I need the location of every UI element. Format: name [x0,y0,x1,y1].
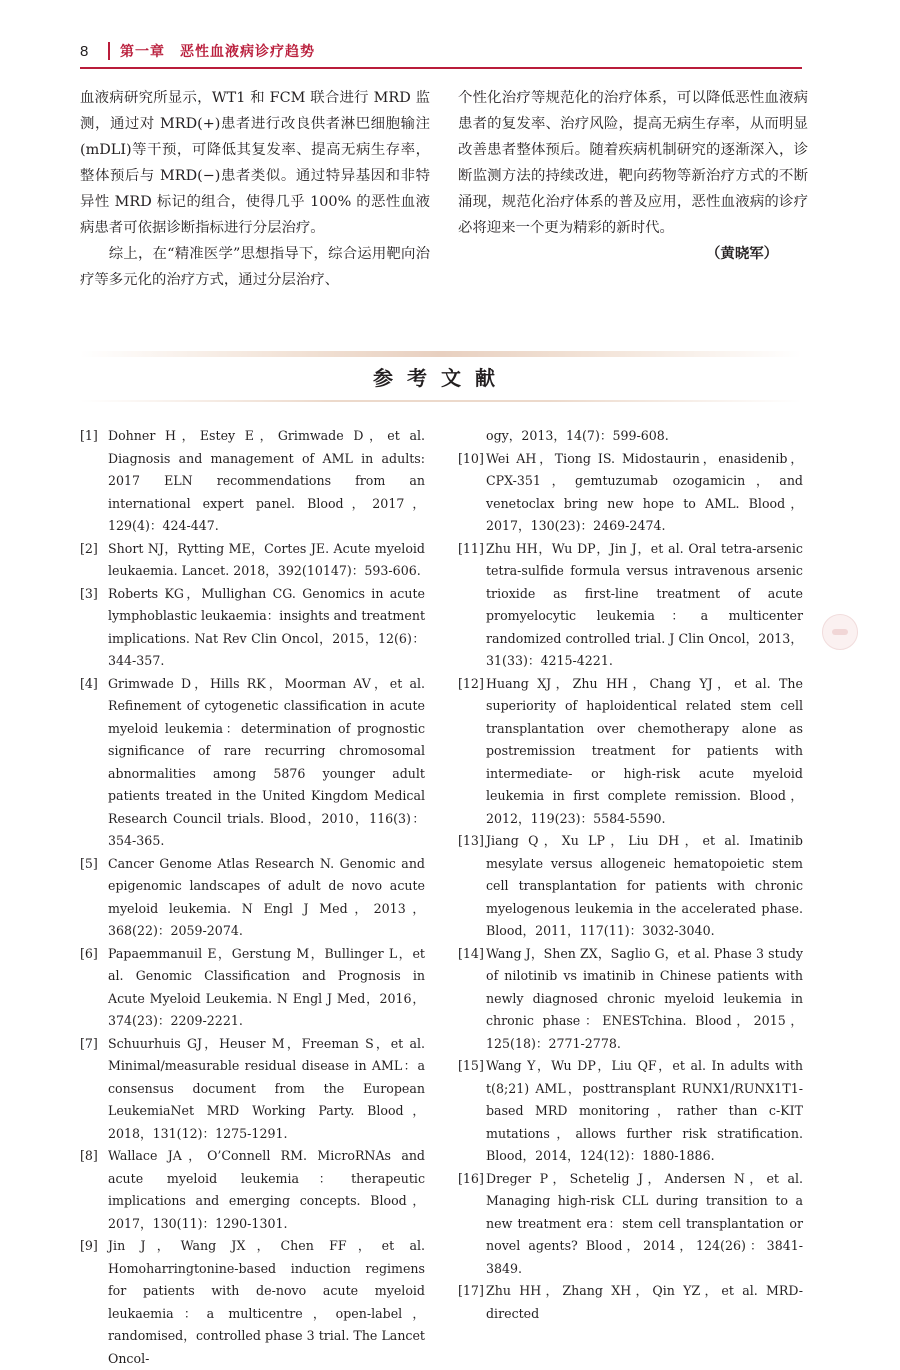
reference-text: Wang J，Shen ZX，Saglio G，et al. Phase 3 study of nilotinib vs imatinib in Chinese patients with newly diagnosed chronic myeloid leukemia in chronic phase：ENESTchina. Blood，2015，125(18)：2771-2778. [486,945,803,1051]
reference-text: Wei AH，Tiong IS. Midostaurin，enasidenib，CPX-351，gemtuzumab ozogamicin，and venetoclax bring new hope to AML. Blood，2017，130(23)：2469-2474. [486,450,803,533]
reference-number: [16] [458,1170,484,1186]
reference-number: [4] [80,675,98,691]
body-column-left [80,85,430,293]
reference-text: Huang XJ，Zhu HH，Chang YJ，et al. The superiority of haploidentical related stem cell transplantation over chemotherapy alone as postremission treatment for patients with intermediate- or high-risk acute myeloid leukemia in first complete remission. Blood，2012，119(23)：5584-5590. [486,675,803,826]
reference-number: [13] [458,833,484,848]
reference-item [80,853,425,943]
reference-item [458,830,803,943]
reference-number: [11] [458,540,484,556]
reference-text: Zhu HH，Zhang XH，Qin YZ，et al. MRD-directed [486,1283,803,1321]
reference-item [80,1235,425,1370]
body-column-right [458,85,808,267]
reference-text: Grimwade D，Hills RK，Moorman AV，et al. Refinement of cytogenetic classification in acute myeloid leukemia：determination of prognostic significance of rare recurring chromosomal abnormalities among 5876 younger adult patients treated in the United Kingdom Medical Research Council trials. Blood，2010，116(3)：354-365. [108,675,425,848]
reference-text: Papaemmanuil E，Gerstung M，Bullinger L，et al. Genomic Classification and Prognosis in Acute Myeloid Leukemia. N Engl J Med，2016，374(23)：2209-2221. [108,945,425,1028]
reference-text: Cancer Genome Atlas Research N. Genomic and epigenomic landscapes of adult de novo acute myeloid leukemia. N Engl J Med，2013，368(22)：2059-2074. [108,855,425,938]
reference-number: [9] [80,1238,98,1253]
reference-number: [3] [80,585,98,601]
reference-number: [8] [80,1148,98,1163]
author-signature: （黄晓军） [706,245,778,262]
body-paragraph: 血液病研究所显示，WT1 和 FCM 联合进行 MRD 监测，通过对 MRD(+)患者进行改良供者淋巴细胞输注(mDLI)等干预，可降低其复发率、提高无病生存率，整体预后与 MRD(−)患者类似。通过特异基因和非特异性 MRD 标记的组合，使得几乎 100% 的恶性血液病患者可依据诊断指标进行分层治疗。 [80,90,430,236]
reference-text: Schuurhuis GJ，Heuser M，Freeman S，et al. Minimal/measurable residual disease in AML：a consensus document from the European LeukemiaNet MRD Working Party. Blood，2018，131(12)：1275-1291. [108,1035,425,1141]
reference-item [80,583,425,673]
reference-number: [12] [458,675,484,691]
references-column-right [458,425,803,1325]
page-number: 8 [80,42,89,60]
reference-item [80,1033,425,1146]
reference-number: [5] [80,855,98,871]
reference-text: Short NJ，Rytting ME，Cortes JE. Acute myeloid leukaemia. Lancet. 2018，392(10147)：593-606. [108,540,425,578]
reference-number: [2] [80,540,98,556]
watermark-seal-icon [822,614,858,650]
chapter-title: 第一章 恶性血液病诊疗趋势 [120,44,315,60]
reference-number: [6] [80,945,98,961]
references-heading: 参考文献 [373,366,509,390]
reference-item [80,673,425,853]
reference-continuation: ogy，2013，14(7)：599-608. [486,428,669,443]
reference-text: Dreger P，Schetelig J，Andersen N，et al. Managing high-risk CLL during transition to a new treatment era：stem cell transplantation or novel agents? Blood，2014，124(26)：3841-3849. [486,1170,803,1276]
reference-item [80,538,425,583]
reference-item [458,943,803,1056]
reference-item [458,538,803,673]
reference-text: Wang Y，Wu DP，Liu QF，et al. In adults with t(8;21) AML，posttransplant RUNX1/RUNX1T1-based MRD monitoring，rather than c-KIT mutations，allows further risk stratification. Blood，2014，124(12)：1880-1886. [486,1058,803,1163]
running-header [80,36,802,66]
reference-text: Zhu HH，Wu DP，Jin J，et al. Oral tetra-arsenic tetra-sulfide formula versus intravenous arsenic trioxide as first-line treatment of acute promyelocytic leukemia：a multicenter randomized controlled trial. J Clin Oncol，2013，31(33)：4215-4221. [486,540,803,668]
reference-number: [15] [458,1058,484,1073]
reference-item [80,425,425,538]
reference-text: Dohner H，Estey E，Grimwade D，et al. Diagnosis and management of AML in adults: 2017 ELN recommendations from an international expert panel. Blood，2017，129(4)：424-447. [108,428,425,533]
reference-number: [14] [458,945,484,961]
reference-number: [1] [80,428,98,443]
reference-item [458,1055,803,1168]
body-paragraph: 个性化治疗等规范化的治疗体系，可以降低恶性血液病患者的复发率、治疗风险，提高无病生存率，从而明显改善患者整体预后。随着疾病机制研究的逐渐深入，诊断监测方法的持续改进，靶向药物等新治疗方式的不断涌现，规范化治疗体系的普及应用，恶性血液病的诊疗必将迎来一个更为精彩的新时代。 [458,90,808,236]
reference-text: Jiang Q，Xu LP，Liu DH，et al. Imatinib mesylate versus allogeneic hematopoietic stem cell transplantation for patients with chronic myelogenous leukemia in the accelerated phase. Blood，2011，117(11)：3032-3040. [486,833,803,938]
reference-text: Wallace JA，O’Connell RM. MicroRNAs and acute myeloid leukemia：therapeutic implications and emerging concepts. Blood，2017，130(11)：1290-1301. [108,1148,425,1231]
reference-item [458,673,803,831]
references-bottom-band [80,400,802,402]
header-separator [108,42,110,60]
reference-item [80,1145,425,1235]
reference-item [458,1168,803,1281]
body-paragraph: 综上，在“精准医学”思想指导下，综合运用靶向治疗等多元化的治疗方式，通过分层治疗、 [80,246,430,288]
references-column-left [80,425,425,1370]
reference-number: [7] [80,1035,98,1051]
reference-number: [10] [458,450,484,466]
reference-item [458,1280,803,1325]
reference-text: Jin J，Wang JX，Chen FF，et al. Homoharringtonine-based induction regimens for patients with de-novo acute myeloid leukaemia：a multicentre，open-label，randomised，controlled phase 3 trial. The Lancet Oncol- [108,1238,425,1366]
reference-number: [17] [458,1283,484,1298]
reference-item [458,448,803,538]
header-rule [80,67,802,69]
references-top-band [80,351,802,357]
reference-text: Roberts KG，Mullighan CG. Genomics in acute lymphoblastic leukaemia：insights and treatment implications. Nat Rev Clin Oncol，2015，12(6)：344-357. [108,585,425,668]
reference-item [80,943,425,1033]
